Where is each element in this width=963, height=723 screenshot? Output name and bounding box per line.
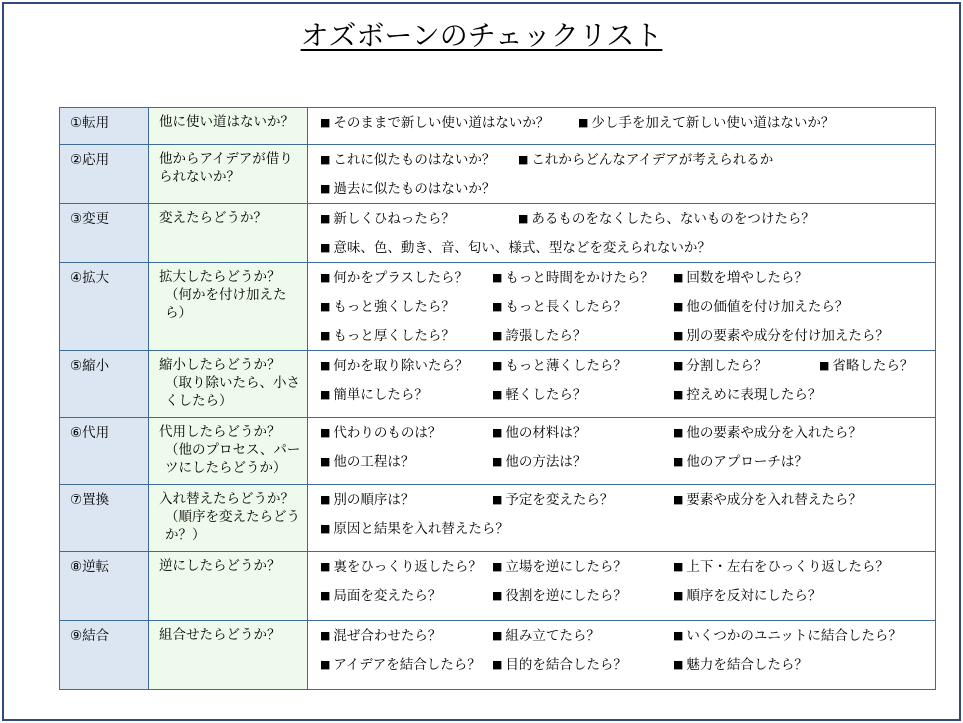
list-item: ■ アイデアを結合したら？: [320, 655, 481, 676]
question-text: 変えたらどうか？: [159, 210, 267, 226]
items-cell: [308, 263, 936, 351]
question-text: 代用したらどうか？: [159, 424, 281, 440]
list-item: ■ 少し手を加えて新しい使い道はないか？: [578, 113, 834, 134]
question-text: 逆にしたらどうか？: [159, 558, 281, 574]
table-row: [60, 263, 936, 351]
list-item: ■ 他の価値を付け加えたら？: [673, 297, 848, 318]
question-cell: [149, 351, 308, 418]
list-item: ■ 立場を逆にしたら？: [492, 557, 627, 578]
question-cell: [149, 145, 308, 204]
category-cell: [60, 351, 149, 418]
checklist-table: [59, 107, 936, 690]
list-item: ■ 目的を結合したら？: [492, 655, 627, 676]
list-item: ■ 控えめに表現したら？: [673, 385, 821, 406]
list-item: ■ 省略したら？: [819, 356, 913, 377]
category-cell: [60, 418, 149, 485]
category-cell: [60, 204, 149, 263]
table-row: [60, 621, 936, 690]
table-row: [60, 351, 936, 418]
list-item: ■ 裏をひっくり返したら？: [320, 557, 482, 578]
question-subtext: （取り除いたら、小さくしたら）: [165, 375, 300, 409]
list-item: ■ 新しくひねったら？: [320, 209, 455, 230]
category-label: ③変更: [70, 211, 110, 227]
table-row: [60, 485, 936, 552]
question-text: 他に使い道はないか？: [159, 114, 294, 130]
list-item: ■ もっと長くしたら？: [492, 297, 627, 318]
list-item: ■ もっと厚くしたら？: [320, 326, 455, 347]
category-cell: [60, 621, 149, 690]
category-label: ⑨結合: [70, 628, 110, 644]
items-cell: [308, 351, 936, 418]
question-subtext: （何かを付け加えたら）: [165, 287, 287, 321]
list-item: ■ 他の材料は？: [492, 423, 586, 444]
items-cell: [308, 552, 936, 621]
category-label: ④拡大: [70, 270, 110, 286]
items-cell: [308, 204, 936, 263]
items-cell: [308, 621, 936, 690]
question-text: 他からアイデアが借りられないか？: [159, 151, 293, 185]
list-item: ■ 上下・左右をひっくり返したら？: [673, 557, 889, 578]
table-row: [60, 204, 936, 263]
question-cell: [149, 263, 308, 351]
list-item: ■ 分割したら？: [673, 356, 767, 377]
list-item: ■ いくつかのユニットに結合したら？: [673, 626, 902, 647]
items-cell: [308, 145, 936, 204]
list-item: ■ 要素や成分を入れ替えたら？: [673, 490, 862, 511]
list-item: ■ 順序を反対にしたら？: [673, 586, 821, 607]
question-text: 拡大したらどうか？: [159, 269, 281, 285]
question-subtext: （他のプロセス、パーツにしたらどうか）: [165, 442, 301, 476]
question-cell: [149, 418, 308, 485]
list-item: ■ 誇張したら？: [492, 326, 586, 347]
category-label: ⑧逆転: [70, 559, 110, 575]
list-item: ■ もっと強くしたら？: [320, 297, 455, 318]
list-item: ■ 役割を逆にしたら？: [492, 586, 627, 607]
category-label: ②応用: [70, 152, 110, 168]
items-cell: [308, 108, 936, 145]
list-item: ■ 何かをプラスしたら？: [320, 268, 468, 289]
question-cell: [149, 485, 308, 552]
list-item: ■ 意味、色、動き、音、匂い、様式、型などを変えられないか？: [320, 238, 711, 259]
list-item: ■ あるものをなくしたら、ないものをつけたら？: [518, 209, 815, 230]
list-item: ■ 簡単にしたら？: [320, 385, 428, 406]
category-cell: [60, 145, 149, 204]
question-cell: [149, 108, 308, 145]
table-row: [60, 418, 936, 485]
question-text: 入れ替えたらどうか？: [159, 491, 294, 507]
table-row: [60, 145, 936, 204]
list-item: ■ もっと時間をかけたら？: [492, 268, 654, 289]
list-item: ■ 代わりのものは？: [320, 423, 441, 444]
page-title: オズボーンのチェックリスト: [300, 19, 663, 52]
list-item: ■ 他の方法は？: [492, 452, 586, 473]
list-item: ■ 何かを取り除いたら？: [320, 356, 468, 377]
category-label: ⑤縮小: [70, 358, 110, 374]
list-item: ■ 混ぜ合わせたら？: [320, 626, 441, 647]
list-item: ■ 組み立てたら？: [492, 626, 600, 647]
category-cell: [60, 552, 149, 621]
category-label: ①転用: [70, 115, 110, 131]
list-item: ■ 局面を変えたら？: [320, 586, 441, 607]
list-item: ■ これからどんなアイデアが考えられるか: [518, 150, 773, 171]
list-item: ■ 他のアプローチは？: [673, 452, 808, 473]
list-item: ■ 別の要素や成分を付け加えたら？: [673, 326, 889, 347]
list-item: ■ これに似たものはないか？: [320, 150, 495, 171]
items-cell: [308, 485, 936, 552]
category-label: ⑦置換: [70, 492, 110, 508]
question-text: 組合せたらどうか？: [159, 627, 281, 643]
question-cell: [149, 204, 308, 263]
list-item: ■ 過去に似たものはないか？: [320, 179, 495, 200]
table-row: [60, 108, 936, 145]
question-cell: [149, 621, 308, 690]
category-label: ⑥代用: [70, 425, 110, 441]
list-item: ■ そのままで新しい使い道はないか？: [320, 113, 549, 134]
list-item: ■ 軽くしたら？: [492, 385, 586, 406]
category-cell: [60, 108, 149, 145]
question-text: 縮小したらどうか？: [159, 357, 281, 373]
slide: [2, 2, 961, 721]
list-item: ■ 予定を変えたら？: [492, 490, 613, 511]
items-cell: [308, 418, 936, 485]
list-item: ■ 魅力を結合したら？: [673, 655, 808, 676]
question-subtext: （順序を変えたらどうか？）: [165, 509, 300, 543]
list-item: ■ 他の要素や成分を入れたら？: [673, 423, 862, 444]
question-cell: [149, 552, 308, 621]
category-cell: [60, 263, 149, 351]
list-item: ■ 別の順序は？: [320, 490, 414, 511]
table-row: [60, 552, 936, 621]
list-item: ■ もっと薄くしたら？: [492, 356, 627, 377]
list-item: ■ 回数を増やしたら？: [673, 268, 808, 289]
list-item: ■ 原因と結果を入れ替えたら？: [320, 519, 509, 540]
category-cell: [60, 485, 149, 552]
list-item: ■ 他の工程は？: [320, 452, 414, 473]
